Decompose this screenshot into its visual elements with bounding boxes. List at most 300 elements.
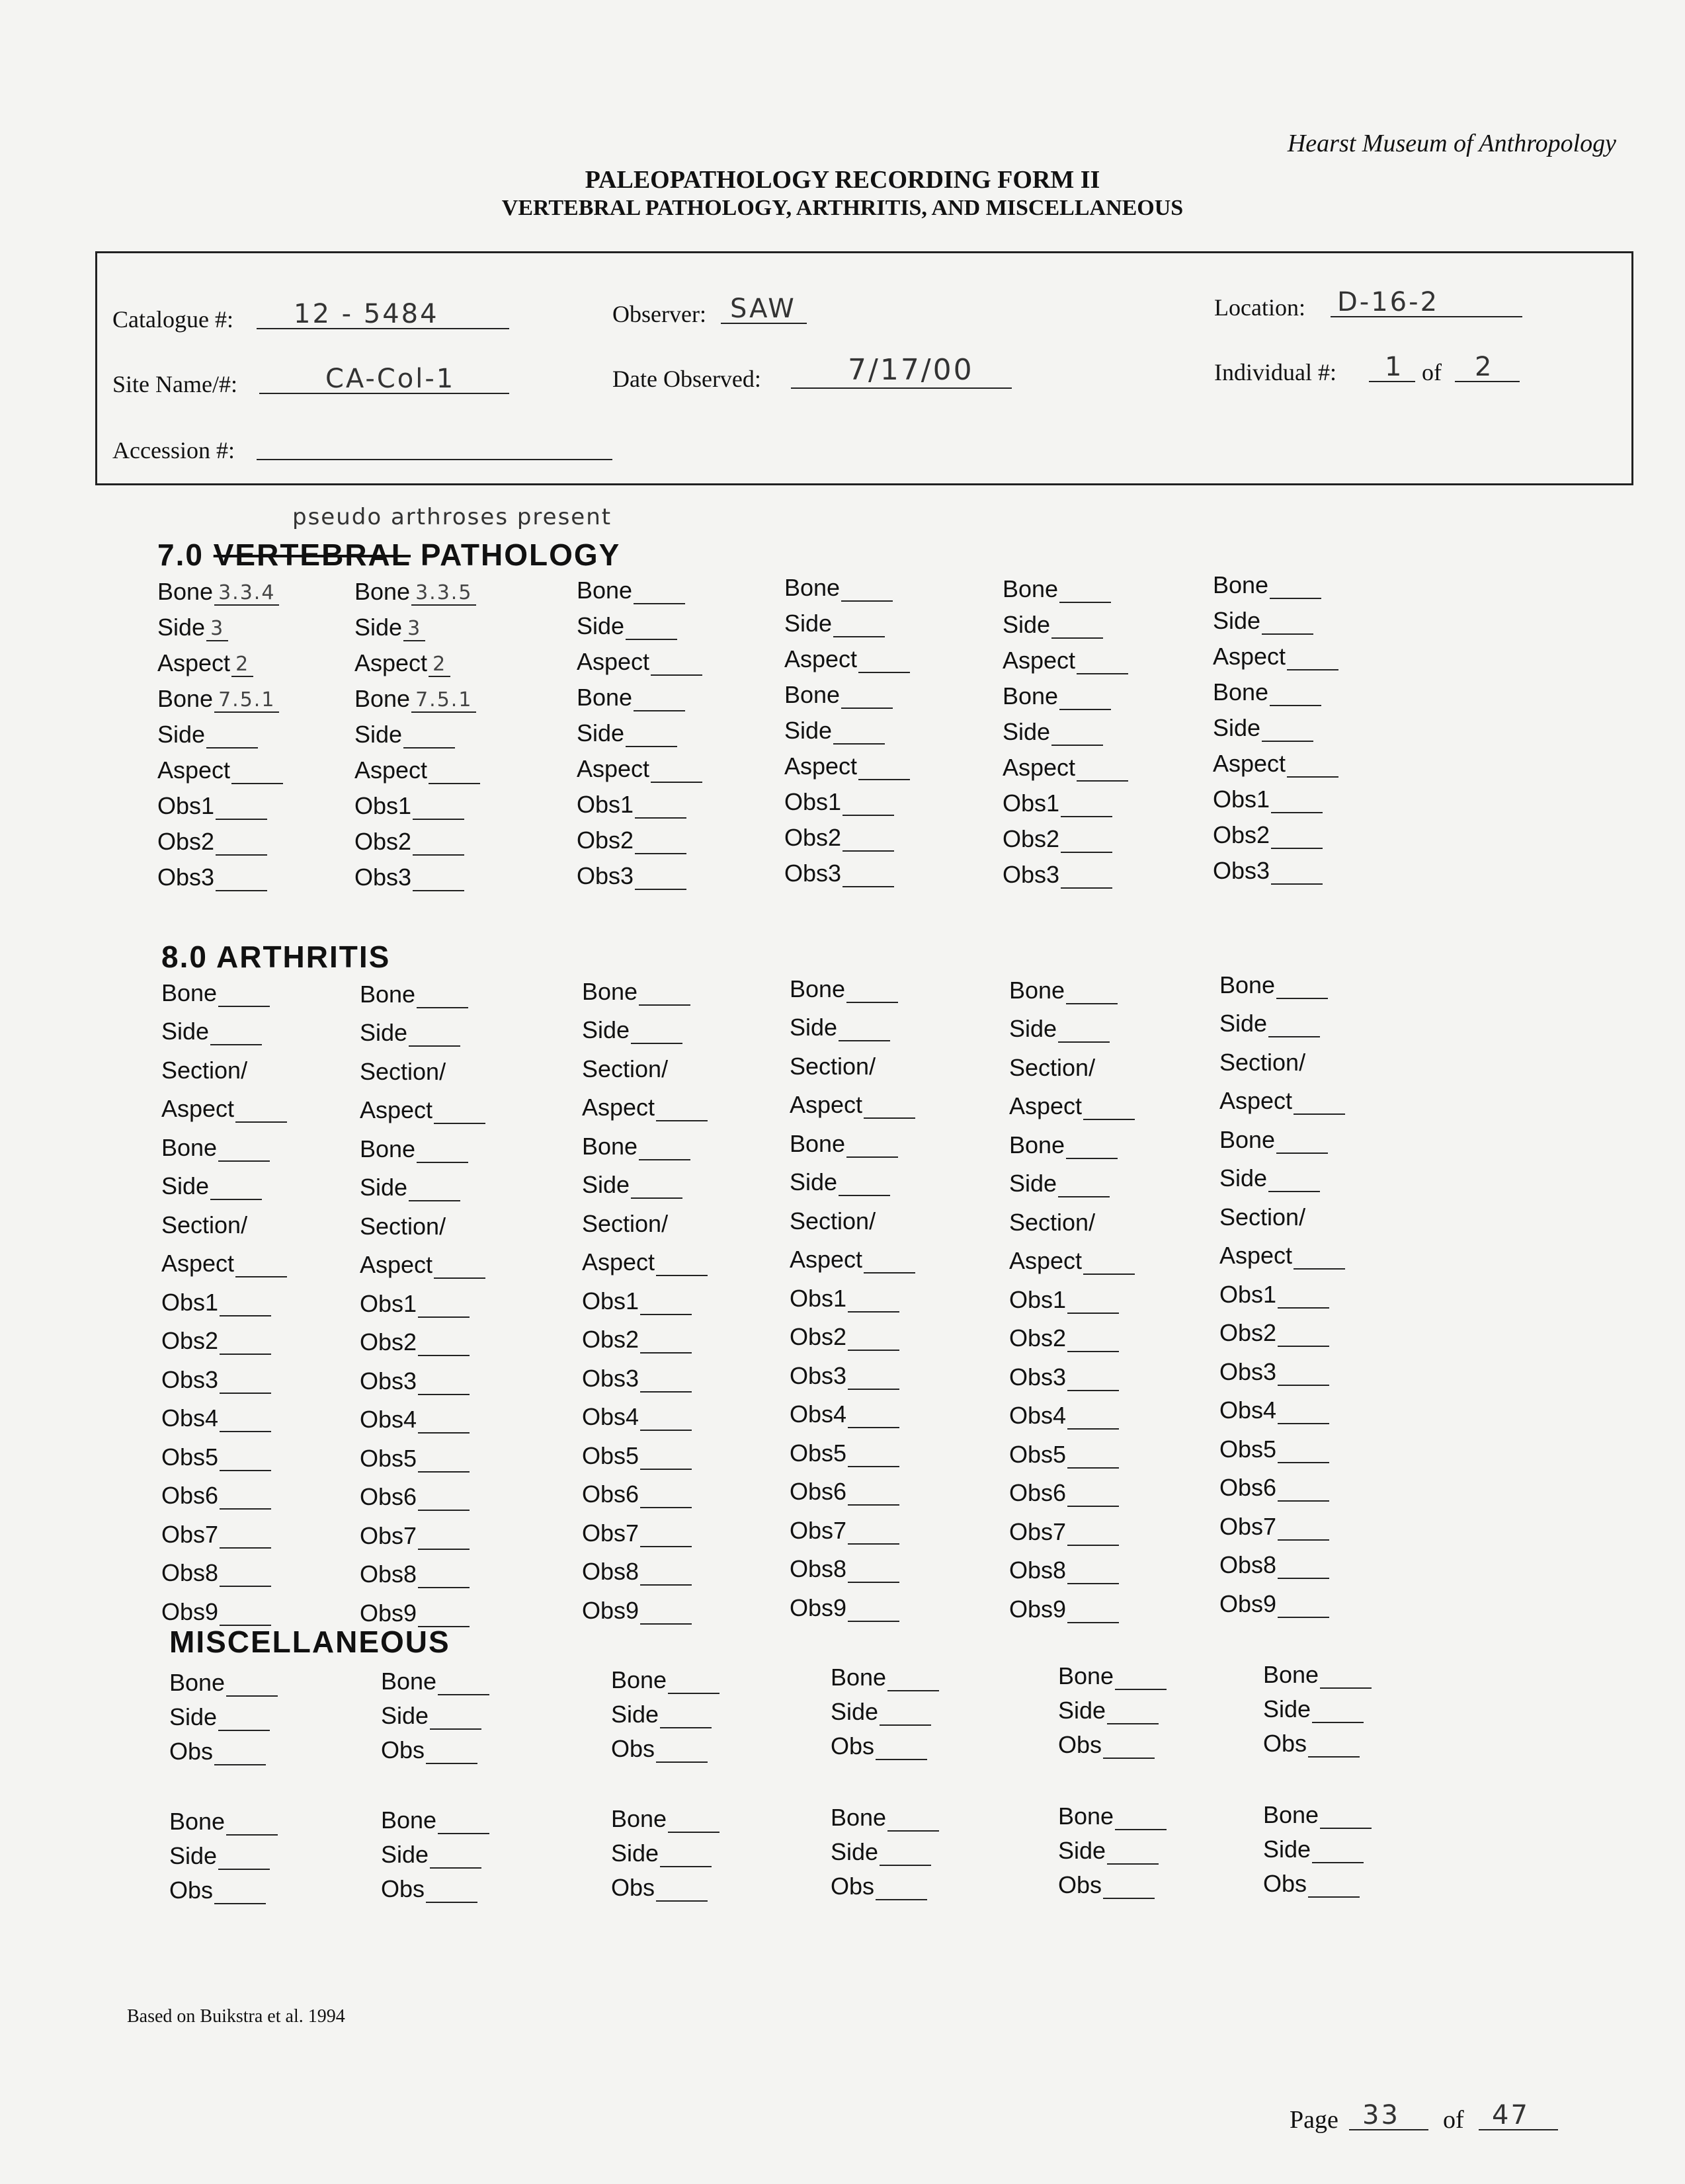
misc-field-bone[interactable] xyxy=(169,1801,278,1836)
misc-column xyxy=(1263,1795,1372,1898)
vertebral-field-side[interactable] xyxy=(577,711,702,747)
arthritis-field-section[interactable] xyxy=(360,1047,485,1086)
field-label: Obs1 xyxy=(1003,789,1060,817)
vertebral-field-aspect[interactable] xyxy=(354,641,480,677)
field-blank xyxy=(210,1040,262,1045)
vertebral-field-bone[interactable] xyxy=(784,673,910,709)
arthritis-field-obs5[interactable] xyxy=(1009,1430,1135,1469)
vertebral-field-bone[interactable] xyxy=(577,569,702,604)
field-blank xyxy=(656,1896,708,1902)
field-label: Side xyxy=(577,719,625,747)
arthritis-field-obs6[interactable] xyxy=(161,1471,287,1510)
arthritis-column xyxy=(161,968,287,1626)
arthritis-field-side[interactable] xyxy=(360,1163,485,1202)
field-label: Obs2 xyxy=(1003,825,1060,852)
page-total-field[interactable] xyxy=(1479,2100,1558,2130)
misc-field-bone[interactable] xyxy=(831,1657,939,1691)
field-blank xyxy=(418,1583,470,1588)
vertebral-field-obs2[interactable] xyxy=(1213,813,1338,849)
vertebral-field-obs2[interactable] xyxy=(577,819,702,854)
arthritis-field-obs3[interactable] xyxy=(582,1354,708,1393)
vertebral-field-aspect[interactable] xyxy=(1003,639,1128,674)
arthritis-field-side[interactable] xyxy=(1009,1159,1135,1198)
misc-field-side[interactable] xyxy=(831,1832,939,1866)
field-blank xyxy=(668,1828,719,1833)
field-label: Aspect xyxy=(582,1248,655,1275)
arthritis-field-obs7[interactable] xyxy=(790,1506,915,1545)
field-blank xyxy=(220,1311,271,1316)
field-blank xyxy=(1077,669,1128,674)
field-blank xyxy=(1083,1115,1135,1120)
arthritis-field-bone[interactable] xyxy=(582,1121,708,1160)
misc-field-side[interactable] xyxy=(1263,1689,1372,1723)
misc-field-bone[interactable] xyxy=(169,1662,278,1697)
field-label: Obs7 xyxy=(161,1520,219,1548)
field-blank xyxy=(1066,1154,1118,1159)
misc-field-bone[interactable] xyxy=(611,1660,719,1694)
arthritis-field-obs9[interactable] xyxy=(790,1583,915,1622)
vertebral-field-bone[interactable] xyxy=(354,570,480,606)
vertebral-field-obs3[interactable] xyxy=(784,852,910,887)
arthritis-field-aspect[interactable] xyxy=(582,1083,708,1122)
arthritis-field-aspect[interactable] xyxy=(1219,1076,1345,1115)
misc-field-bone[interactable] xyxy=(831,1797,939,1832)
vertebral-field-bone[interactable] xyxy=(157,677,283,713)
vertebral-field-obs1[interactable] xyxy=(1003,782,1128,817)
arthritis-field-obs8[interactable] xyxy=(582,1547,708,1586)
arthritis-field-obs2[interactable] xyxy=(790,1313,915,1352)
misc-field-obs[interactable] xyxy=(1058,1724,1167,1759)
arthritis-field-aspect[interactable] xyxy=(161,1084,287,1123)
field-label: Obs8 xyxy=(1009,1557,1067,1584)
vertebral-field-aspect[interactable] xyxy=(577,640,702,676)
vertebral-field-obs3[interactable] xyxy=(354,856,480,891)
vertebral-field-aspect[interactable] xyxy=(157,641,283,677)
field-blank xyxy=(403,743,455,748)
individual-total-field[interactable] xyxy=(1455,352,1520,382)
field-blank xyxy=(848,1385,899,1390)
vertebral-field-aspect[interactable] xyxy=(577,747,702,783)
arthritis-field-obs4[interactable] xyxy=(1009,1391,1135,1430)
field-blank xyxy=(640,1465,692,1470)
vertebral-field-obs2[interactable] xyxy=(157,820,283,856)
misc-field-side[interactable] xyxy=(169,1697,278,1731)
misc-field-obs[interactable] xyxy=(169,1870,278,1904)
field-label: Bone xyxy=(360,980,416,1008)
arthritis-field-obs7[interactable] xyxy=(1009,1507,1135,1546)
misc-field-obs[interactable] xyxy=(831,1866,939,1900)
arthritis-column xyxy=(360,969,485,1627)
field-label: Side xyxy=(161,1018,210,1045)
misc-field-obs[interactable] xyxy=(831,1726,939,1760)
vertebral-field-obs2[interactable] xyxy=(784,816,910,852)
vertebral-field-obs2[interactable] xyxy=(1003,817,1128,853)
arthritis-field-obs3[interactable] xyxy=(1009,1352,1135,1391)
arthritis-field-bone[interactable] xyxy=(1219,1115,1345,1154)
arthritis-field-obs6[interactable] xyxy=(1009,1469,1135,1508)
field-label: Aspect xyxy=(582,1094,655,1121)
vertebral-field-aspect[interactable] xyxy=(1213,635,1338,670)
field-blank xyxy=(631,1039,682,1044)
field-label: Side xyxy=(1219,1164,1268,1192)
arthritis-field-aspect[interactable] xyxy=(790,1080,915,1119)
arthritis-field-obs1[interactable] xyxy=(360,1279,485,1318)
misc-field-side[interactable] xyxy=(611,1833,719,1867)
misc-field-bone[interactable] xyxy=(381,1661,489,1695)
field-blank xyxy=(841,596,893,602)
field-blank xyxy=(858,668,910,673)
field-blank xyxy=(235,1117,287,1123)
vertebral-field-bone[interactable] xyxy=(577,676,702,711)
misc-field-bone[interactable] xyxy=(1263,1795,1372,1829)
arthritis-field-aspect[interactable] xyxy=(161,1239,287,1278)
field-blank xyxy=(1067,1309,1119,1314)
arthritis-field-side[interactable] xyxy=(360,1008,485,1047)
accession-field[interactable] xyxy=(257,430,612,460)
misc-field-bone[interactable] xyxy=(1058,1656,1167,1690)
misc-field-side[interactable] xyxy=(381,1695,489,1730)
vertebral-field-aspect[interactable] xyxy=(1213,742,1338,778)
vertebral-field-side[interactable] xyxy=(354,713,480,748)
field-label: Bone xyxy=(582,977,638,1005)
arthritis-field-obs3[interactable] xyxy=(161,1355,287,1394)
vertebral-field-bone[interactable] xyxy=(1003,674,1128,710)
date-field[interactable] xyxy=(791,353,1012,389)
arthritis-field-obs3[interactable] xyxy=(360,1356,485,1395)
field-label: Obs3 xyxy=(1219,1357,1277,1385)
arthritis-field-obs5[interactable] xyxy=(790,1428,915,1467)
vertebral-field-bone[interactable] xyxy=(354,677,480,713)
field-label: Obs9 xyxy=(1009,1595,1067,1623)
field-blank xyxy=(880,1720,931,1726)
location-field[interactable] xyxy=(1331,287,1522,317)
arthritis-field-obs6[interactable] xyxy=(1219,1463,1345,1502)
field-label: Section/ xyxy=(1219,1203,1306,1231)
field-label: Section/ xyxy=(360,1212,446,1240)
vertebral-field-obs2[interactable] xyxy=(354,820,480,856)
field-blank xyxy=(220,1504,271,1510)
site-value: CA-Col-1 xyxy=(325,364,456,394)
arthritis-field-obs5[interactable] xyxy=(582,1431,708,1470)
arthritis-field-obs8[interactable] xyxy=(360,1550,485,1589)
misc-column xyxy=(1058,1656,1167,1759)
misc-field-side[interactable] xyxy=(611,1694,719,1728)
field-blank xyxy=(626,635,677,640)
field-blank xyxy=(839,1036,890,1041)
arthritis-field-obs9[interactable] xyxy=(161,1587,287,1626)
misc-column xyxy=(1263,1654,1372,1758)
vertebral-field-side[interactable] xyxy=(577,604,702,640)
arthritis-field-obs4[interactable] xyxy=(582,1393,708,1432)
field-value: 2 xyxy=(231,653,253,677)
arthritis-field-obs5[interactable] xyxy=(161,1432,287,1471)
vertebral-field-obs1[interactable] xyxy=(784,780,910,816)
vertebral-field-side[interactable] xyxy=(157,606,283,641)
arthritis-field-obs9[interactable] xyxy=(582,1586,708,1625)
arthritis-field-section[interactable] xyxy=(582,1199,708,1238)
field-label: Obs9 xyxy=(161,1598,219,1625)
vertebral-field-bone[interactable] xyxy=(1213,563,1338,599)
field-label: Section/ xyxy=(790,1207,876,1234)
vertebral-field-obs3[interactable] xyxy=(157,856,283,891)
arthritis-field-obs7[interactable] xyxy=(360,1511,485,1550)
arthritis-field-section[interactable] xyxy=(1219,1037,1345,1076)
arthritis-field-bone[interactable] xyxy=(360,969,485,1008)
arthritis-field-obs8[interactable] xyxy=(1219,1541,1345,1580)
field-label: Aspect xyxy=(1219,1087,1293,1114)
misc-field-side[interactable] xyxy=(381,1834,489,1869)
vertebral-field-obs1[interactable] xyxy=(1213,778,1338,813)
arthritis-field-side[interactable] xyxy=(790,1158,915,1197)
misc-field-bone[interactable] xyxy=(611,1799,719,1833)
page-number-field[interactable] xyxy=(1349,2100,1428,2130)
arthritis-field-side[interactable] xyxy=(1219,999,1345,1038)
misc-field-side[interactable] xyxy=(831,1691,939,1726)
arthritis-field-obs7[interactable] xyxy=(161,1510,287,1549)
arthritis-field-section[interactable] xyxy=(161,1045,287,1084)
field-blank xyxy=(635,813,686,819)
arthritis-field-side[interactable] xyxy=(1009,1004,1135,1043)
arthritis-field-bone[interactable] xyxy=(790,964,915,1003)
misc-field-bone[interactable] xyxy=(1263,1654,1372,1689)
arthritis-field-bone[interactable] xyxy=(161,1123,287,1162)
arthritis-field-obs8[interactable] xyxy=(790,1545,915,1584)
arthritis-field-obs2[interactable] xyxy=(161,1316,287,1355)
arthritis-field-aspect[interactable] xyxy=(360,1086,485,1125)
arthritis-field-bone[interactable] xyxy=(1009,1120,1135,1159)
vertebral-field-bone[interactable] xyxy=(157,570,283,606)
arthritis-field-side[interactable] xyxy=(582,1006,708,1045)
catalogue-field[interactable] xyxy=(257,299,509,329)
field-label: Side xyxy=(1009,1015,1057,1042)
arthritis-field-obs9[interactable] xyxy=(1219,1579,1345,1618)
misc-field-bone[interactable] xyxy=(381,1800,489,1834)
vertebral-field-side[interactable] xyxy=(354,606,480,641)
field-blank xyxy=(1320,1824,1372,1829)
misc-field-side[interactable] xyxy=(1058,1830,1167,1865)
field-label: Side xyxy=(169,1842,218,1869)
site-label: Site Name/#: xyxy=(112,371,237,397)
location-label: Location: xyxy=(1214,294,1305,321)
arthritis-field-aspect[interactable] xyxy=(360,1240,485,1279)
field-blank xyxy=(218,1156,270,1162)
misc-field-obs[interactable] xyxy=(1263,1723,1372,1758)
arthritis-field-obs4[interactable] xyxy=(790,1390,915,1429)
field-label: Side xyxy=(582,1016,630,1043)
misc-field-side[interactable] xyxy=(1058,1690,1167,1724)
vertebral-field-obs1[interactable] xyxy=(354,784,480,820)
misc-column xyxy=(611,1799,719,1902)
arthritis-field-bone[interactable] xyxy=(1009,965,1135,1004)
field-label: Side xyxy=(1003,611,1051,638)
vertebral-field-side[interactable] xyxy=(784,709,910,745)
arthritis-field-section[interactable] xyxy=(161,1200,287,1239)
arthritis-field-obs6[interactable] xyxy=(360,1473,485,1512)
field-blank xyxy=(846,998,898,1003)
arthritis-field-obs5[interactable] xyxy=(360,1434,485,1473)
field-label: Bone xyxy=(1219,971,1276,998)
arthritis-field-aspect[interactable] xyxy=(1219,1231,1345,1270)
arthritis-field-obs1[interactable] xyxy=(161,1277,287,1316)
arthritis-field-obs1[interactable] xyxy=(1219,1270,1345,1309)
field-blank xyxy=(640,1426,692,1431)
field-label: Obs xyxy=(169,1877,214,1904)
arthritis-field-bone[interactable] xyxy=(161,968,287,1007)
arthritis-field-obs7[interactable] xyxy=(1219,1502,1345,1541)
field-blank xyxy=(235,1272,287,1277)
arthritis-field-obs2[interactable] xyxy=(1219,1309,1345,1348)
field-label: Side xyxy=(1263,1695,1311,1722)
arthritis-field-obs3[interactable] xyxy=(1219,1347,1345,1386)
field-blank xyxy=(656,1116,708,1121)
field-blank xyxy=(1278,1303,1329,1309)
vertebral-field-aspect[interactable] xyxy=(354,748,480,784)
arthritis-field-aspect[interactable] xyxy=(1009,1236,1135,1275)
field-label: Bone xyxy=(157,578,214,605)
arthritis-field-section[interactable] xyxy=(1219,1192,1345,1231)
arthritis-field-obs2[interactable] xyxy=(360,1318,485,1357)
arthritis-field-obs8[interactable] xyxy=(1009,1546,1135,1585)
arthritis-field-section[interactable] xyxy=(1009,1197,1135,1236)
field-label: Bone xyxy=(354,578,411,605)
arthritis-field-section[interactable] xyxy=(790,1041,915,1080)
field-blank xyxy=(1271,808,1323,813)
field-label: Obs1 xyxy=(790,1284,847,1312)
misc-field-obs[interactable] xyxy=(381,1730,489,1764)
misc-field-obs[interactable] xyxy=(611,1867,719,1902)
arthritis-field-aspect[interactable] xyxy=(582,1238,708,1277)
field-label: Obs xyxy=(1263,1730,1307,1757)
arthritis-field-aspect[interactable] xyxy=(1009,1082,1135,1121)
field-blank xyxy=(1262,737,1313,742)
arthritis-field-aspect[interactable] xyxy=(790,1235,915,1274)
arthritis-field-side[interactable] xyxy=(1219,1154,1345,1193)
individual-field[interactable] xyxy=(1369,352,1415,382)
arthritis-field-obs9[interactable] xyxy=(1009,1584,1135,1623)
arthritis-field-obs7[interactable] xyxy=(582,1508,708,1547)
arthritis-field-side[interactable] xyxy=(161,1007,287,1046)
misc-field-obs[interactable] xyxy=(1058,1865,1167,1899)
field-label: Bone xyxy=(1213,571,1269,598)
arthritis-field-side[interactable] xyxy=(582,1160,708,1199)
misc-field-side[interactable] xyxy=(1263,1829,1372,1863)
field-label: Bone xyxy=(157,685,214,712)
arthritis-field-obs6[interactable] xyxy=(790,1467,915,1506)
field-label: Bone xyxy=(784,574,841,601)
misc-field-obs[interactable] xyxy=(611,1728,719,1763)
arthritis-field-obs3[interactable] xyxy=(790,1351,915,1390)
vertebral-field-side[interactable] xyxy=(1003,603,1128,639)
field-blank xyxy=(1278,1535,1329,1541)
vertebral-field-side[interactable] xyxy=(784,602,910,637)
field-blank xyxy=(833,632,885,637)
vertebral-field-side[interactable] xyxy=(1213,599,1338,635)
vertebral-field-aspect[interactable] xyxy=(784,745,910,780)
misc-field-obs[interactable] xyxy=(169,1731,278,1765)
arthritis-field-obs6[interactable] xyxy=(582,1470,708,1509)
vertebral-field-side[interactable] xyxy=(1213,706,1338,742)
vertebral-field-aspect[interactable] xyxy=(784,637,910,673)
field-label: Side xyxy=(360,1174,408,1201)
field-blank xyxy=(218,1002,270,1007)
vertebral-field-side[interactable] xyxy=(1003,710,1128,746)
arthritis-field-obs1[interactable] xyxy=(1009,1275,1135,1314)
arthritis-field-bone[interactable] xyxy=(1219,960,1345,999)
arthritis-field-obs4[interactable] xyxy=(1219,1386,1345,1425)
field-label: Side xyxy=(1263,1836,1311,1863)
arthritis-field-bone[interactable] xyxy=(360,1124,485,1163)
field-label: Bone xyxy=(1003,575,1059,602)
field-blank xyxy=(434,1119,485,1124)
arthritis-field-obs2[interactable] xyxy=(1009,1314,1135,1353)
field-value: 3 xyxy=(403,617,425,641)
field-label: Aspect xyxy=(1213,643,1286,670)
vertebral-field-bone[interactable] xyxy=(1213,670,1338,706)
vertebral-field-aspect[interactable] xyxy=(1003,746,1128,782)
field-blank xyxy=(1107,1719,1159,1724)
arthritis-field-bone[interactable] xyxy=(582,967,708,1006)
arthritis-field-section[interactable] xyxy=(790,1196,915,1235)
arthritis-field-obs4[interactable] xyxy=(360,1395,485,1434)
field-label: Aspect xyxy=(360,1096,433,1123)
arthritis-field-side[interactable] xyxy=(161,1162,287,1201)
field-label: Side xyxy=(169,1703,218,1730)
vertebral-field-bone[interactable] xyxy=(1003,567,1128,603)
field-label: Obs xyxy=(611,1735,655,1762)
field-label: Obs4 xyxy=(360,1406,417,1433)
observer-field[interactable] xyxy=(721,294,807,324)
arthritis-field-section[interactable] xyxy=(1009,1043,1135,1082)
arthritis-field-section[interactable] xyxy=(582,1044,708,1083)
field-label: Side xyxy=(831,1698,879,1725)
arthritis-field-obs8[interactable] xyxy=(161,1549,287,1588)
field-blank xyxy=(1270,594,1321,599)
misc-field-side[interactable] xyxy=(169,1836,278,1870)
arthritis-field-obs1[interactable] xyxy=(790,1274,915,1313)
date-label: Date Observed: xyxy=(612,366,761,392)
field-blank xyxy=(631,1193,682,1199)
vertebral-field-obs1[interactable] xyxy=(577,783,702,819)
arthritis-field-side[interactable] xyxy=(790,1003,915,1042)
field-label: Obs8 xyxy=(161,1559,219,1586)
misc-column xyxy=(169,1801,278,1904)
vertebral-field-aspect[interactable] xyxy=(157,748,283,784)
arthritis-field-obs1[interactable] xyxy=(582,1276,708,1315)
misc-field-bone[interactable] xyxy=(1058,1796,1167,1830)
observer-label: Observer: xyxy=(612,301,706,327)
misc-field-obs[interactable] xyxy=(381,1869,489,1903)
vertebral-field-obs1[interactable] xyxy=(157,784,283,820)
arthritis-field-obs9[interactable] xyxy=(360,1588,485,1627)
vertebral-field-obs3[interactable] xyxy=(577,854,702,890)
vertebral-field-side[interactable] xyxy=(157,713,283,748)
arthritis-field-obs4[interactable] xyxy=(161,1394,287,1433)
arthritis-field-bone[interactable] xyxy=(790,1119,915,1158)
vertebral-field-bone[interactable] xyxy=(784,566,910,602)
vertebral-field-obs3[interactable] xyxy=(1003,853,1128,889)
arthritis-field-obs5[interactable] xyxy=(1219,1424,1345,1463)
field-label: Obs1 xyxy=(360,1289,417,1317)
page-number: 33 xyxy=(1362,2100,1400,2130)
vertebral-heading-word1: VERTEBRAL xyxy=(213,538,411,572)
vertebral-field-obs3[interactable] xyxy=(1213,849,1338,885)
arthritis-field-obs2[interactable] xyxy=(582,1315,708,1354)
field-label: Obs2 xyxy=(157,828,215,855)
arthritis-field-section[interactable] xyxy=(360,1201,485,1240)
field-label: Obs1 xyxy=(157,792,215,819)
misc-field-obs[interactable] xyxy=(1263,1863,1372,1898)
site-field[interactable] xyxy=(259,364,509,394)
